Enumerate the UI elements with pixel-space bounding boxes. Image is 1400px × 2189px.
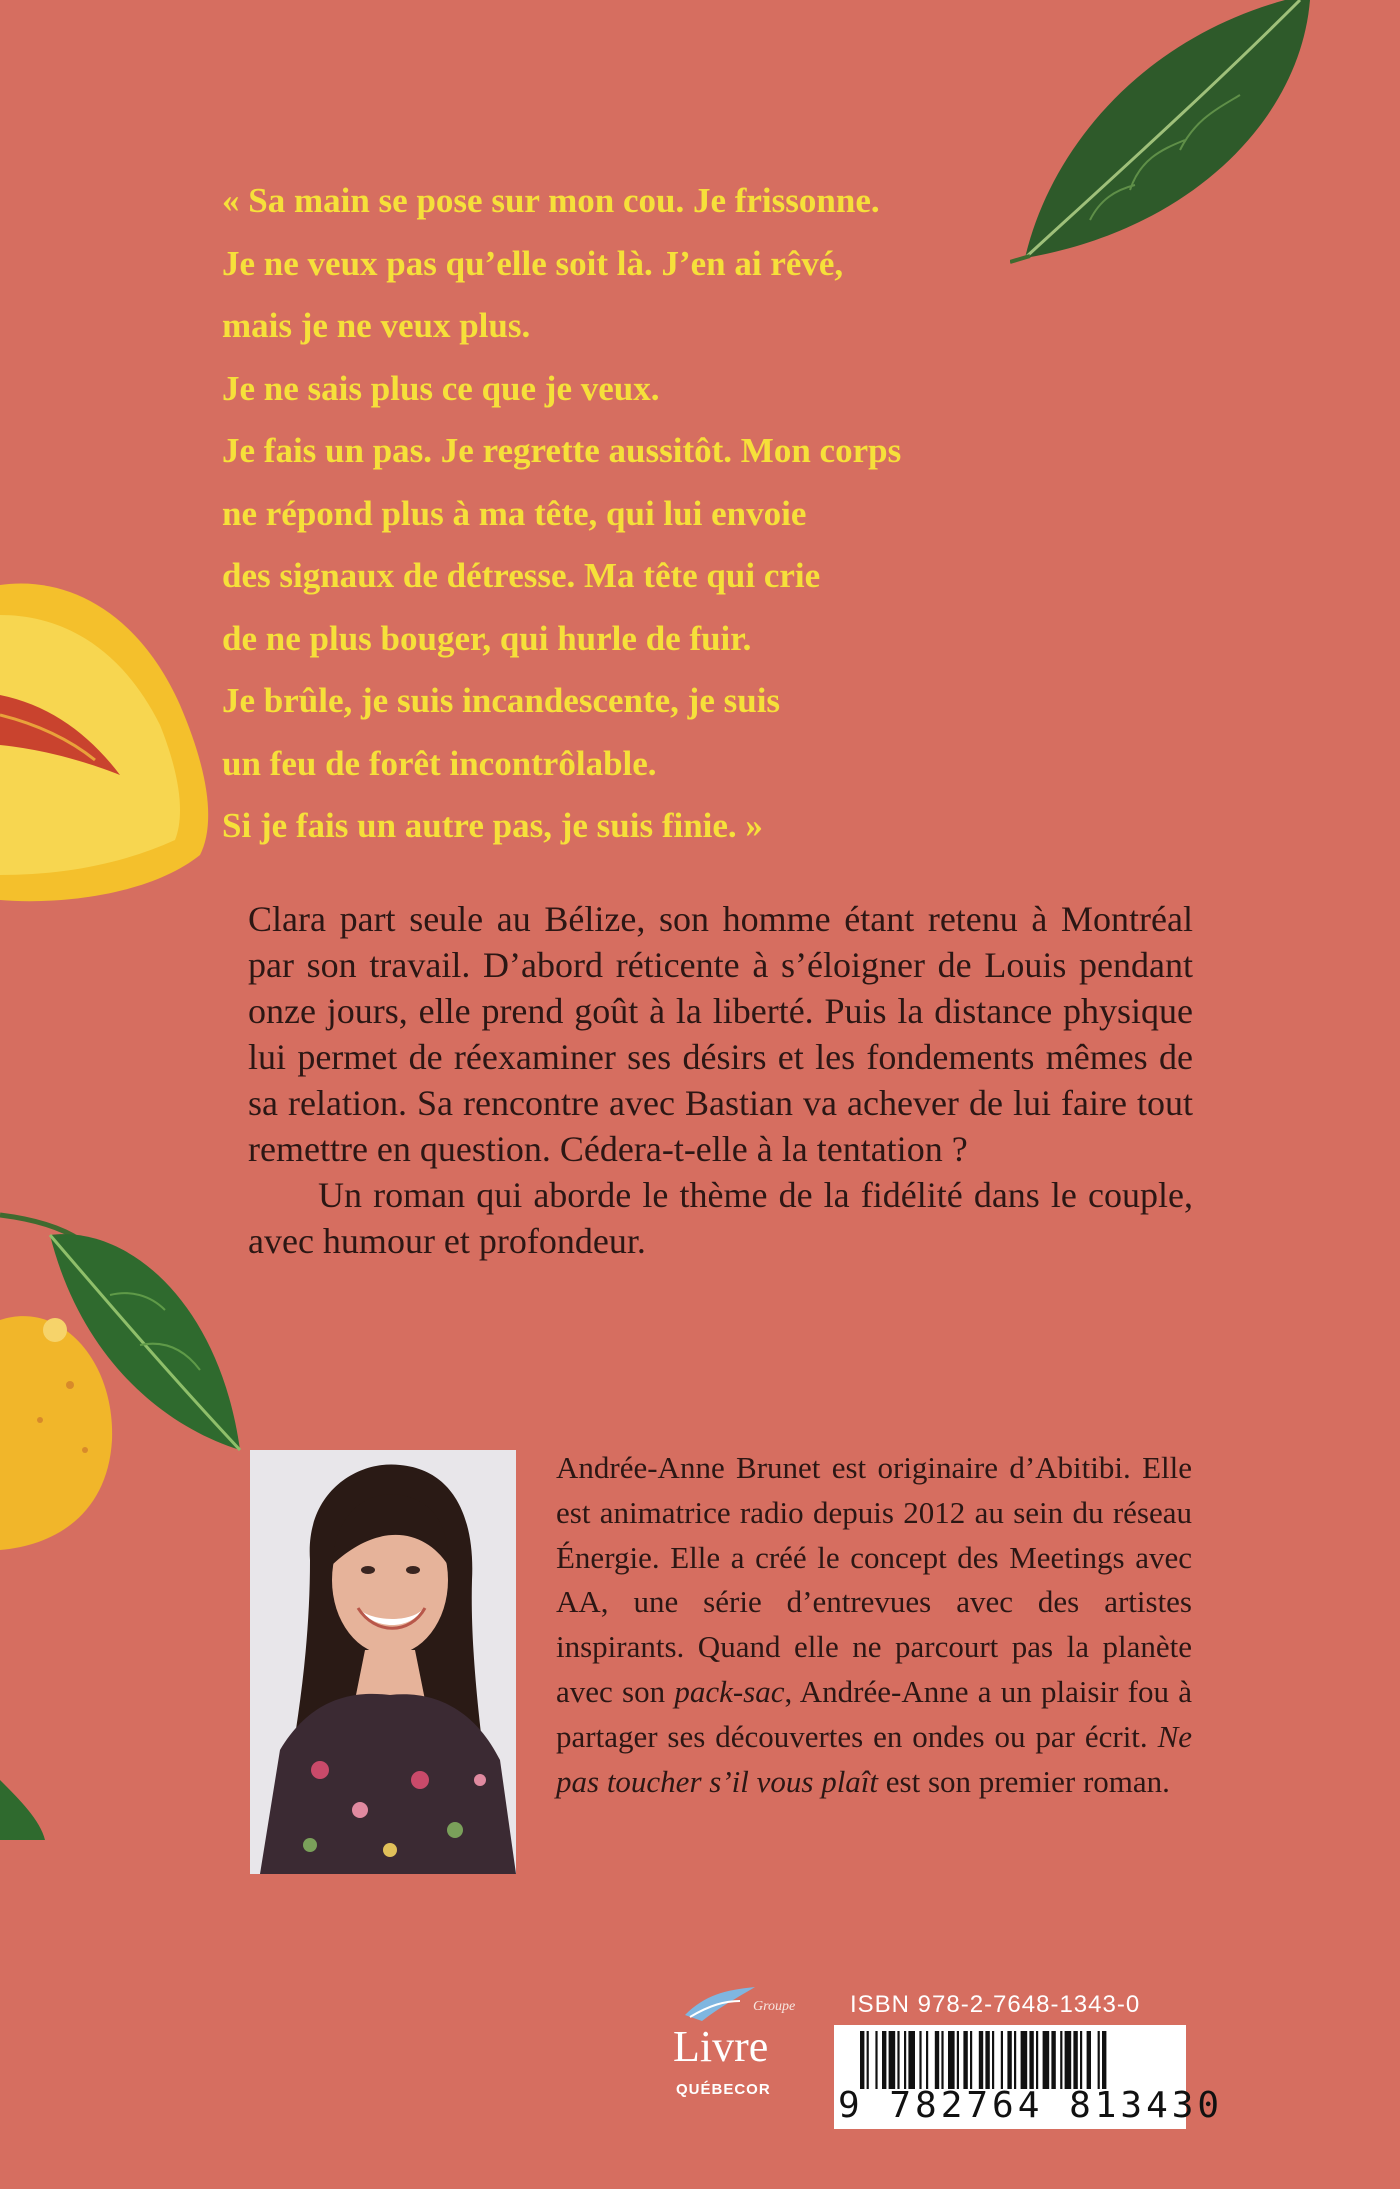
- barcode-bar: [867, 2031, 869, 2089]
- quote-line: Je brûle, je suis incandescente, je suis: [222, 681, 781, 720]
- barcode-area: [832, 1985, 1224, 2133]
- barcode-bar: [1014, 2031, 1016, 2089]
- quote-line: Je ne sais plus ce que je veux.: [222, 368, 660, 408]
- logo-livre: Livre: [673, 2022, 769, 2071]
- quote-line: un feu de forêt incontrôlable.: [222, 743, 657, 783]
- barcode-bar: [1087, 2031, 1091, 2089]
- barcode-bar: [941, 2031, 943, 2089]
- synopsis-paragraph: Un roman qui aborde le thème de la fidélité dans le couple, avec humour et profondeur.: [248, 1175, 1193, 1261]
- barcode-bar: [1060, 2031, 1062, 2089]
- barcode-bar: [882, 2031, 886, 2089]
- barcode-bar: [860, 2031, 864, 2089]
- barcode-bar: [948, 2031, 955, 2089]
- barcode-bar: [1029, 2031, 1033, 2089]
- barcode-bar: [935, 2031, 939, 2089]
- author-bio: [556, 1446, 1192, 1804]
- bio-text: Andrée-Anne Brunet est originaire d’Abitibi. Elle est animatrice radio depuis 2012 au sein du réseau Énergie. Elle a créé le concept des Meetings avec AA, une série d’entrevues avec des artistes inspirants. Quand elle ne parcourt pas la planète avec son: [556, 1450, 1192, 1709]
- logo-publisher-name: QUÉBECOR: [676, 2081, 771, 2098]
- lemon-icon: [0, 1300, 120, 1550]
- synopsis: [248, 896, 1193, 1264]
- barcode-bar: [970, 2031, 972, 2089]
- leaf-icon: [0, 1780, 50, 1840]
- barcode-icon: [860, 2031, 1176, 2089]
- barcode-bar: [1098, 2031, 1100, 2089]
- barcode-bar: [1073, 2031, 1077, 2089]
- quote-line: des signaux de détresse. Ma tête qui crie: [222, 556, 821, 595]
- quote-line: Je ne veux pas qu’elle soit là. J’en ai rêvé,: [222, 243, 844, 283]
- synopsis-paragraph: Clara part seule au Bélize, son homme étant retenu à Montréal par son travail. D’abord réticente à s’éloigner de Louis pendant onze jours, elle prend goût à la liberté. Puis la distance physique lui permet de réexaminer ses désirs et les fondements mêmes de sa relation. Sa rencontre avec Bastian va achever de lui faire tout remettre en question. Cédera-t-elle à la tentation ?: [248, 899, 1193, 1169]
- quote-line: ne répond plus à ma tête, qui lui envoie: [222, 493, 807, 533]
- quote-line: Je fais un pas. Je regrette aussitôt. Mon corps: [222, 431, 902, 470]
- barcode-bar: [992, 2031, 994, 2089]
- barcode-bar: [1001, 2031, 1003, 2089]
- barcode-bar: [979, 2031, 983, 2089]
- barcode-bar: [904, 2031, 906, 2089]
- barcode-bar: [889, 2031, 896, 2089]
- barcode-bar: [926, 2031, 928, 2089]
- barcode-bar: [919, 2031, 921, 2089]
- quote-line: Si je fais un autre pas, je suis finie. »: [222, 806, 763, 845]
- quote-line: « Sa main se pose sur mon cou. Je frissonne.: [222, 181, 880, 220]
- barcode-bar: [875, 2031, 877, 2089]
- barcode-bar: [1007, 2031, 1011, 2089]
- barcode-digits: 9 782764 813430: [838, 2085, 1224, 2126]
- barcode-bar: [1021, 2031, 1028, 2089]
- barcode-bar: [963, 2031, 967, 2089]
- bio-text: est son premier roman.: [878, 1763, 1170, 1799]
- barcode-bar: [1051, 2031, 1055, 2089]
- barcode-bar: [1080, 2031, 1082, 2089]
- author-photo: [250, 1450, 516, 1874]
- publisher-logo: [650, 1985, 800, 2115]
- barcode-bar: [908, 2031, 915, 2089]
- bio-italic: pack-sac: [674, 1673, 785, 1709]
- isbn-label: ISBN 978-2-7648-1343-0: [850, 1991, 1141, 2018]
- bird-logo-icon: [680, 1985, 760, 2025]
- barcode-bar: [1065, 2031, 1072, 2089]
- barcode-bar: [957, 2031, 959, 2089]
- barcode-bar: [985, 2031, 989, 2089]
- barcode-bar: [897, 2031, 899, 2089]
- quote-line: mais je ne veux plus.: [222, 306, 531, 345]
- bio-book-title: Ne pas toucher s’il vous plaît: [556, 1718, 1192, 1799]
- barcode-bar: [1036, 2031, 1038, 2089]
- excerpt-quote: [222, 170, 1122, 858]
- logo-groupe: Groupe: [753, 1999, 796, 2014]
- lemon-icon: [0, 575, 230, 905]
- quote-line: de ne plus bouger, qui hurle de fuir.: [222, 618, 752, 658]
- bio-text: , Andrée-Anne a un plaisir fou à partager ses découvertes en ondes ou par écrit.: [556, 1673, 1192, 1754]
- barcode-bar: [1043, 2031, 1050, 2089]
- barcode-bar: [1102, 2031, 1106, 2089]
